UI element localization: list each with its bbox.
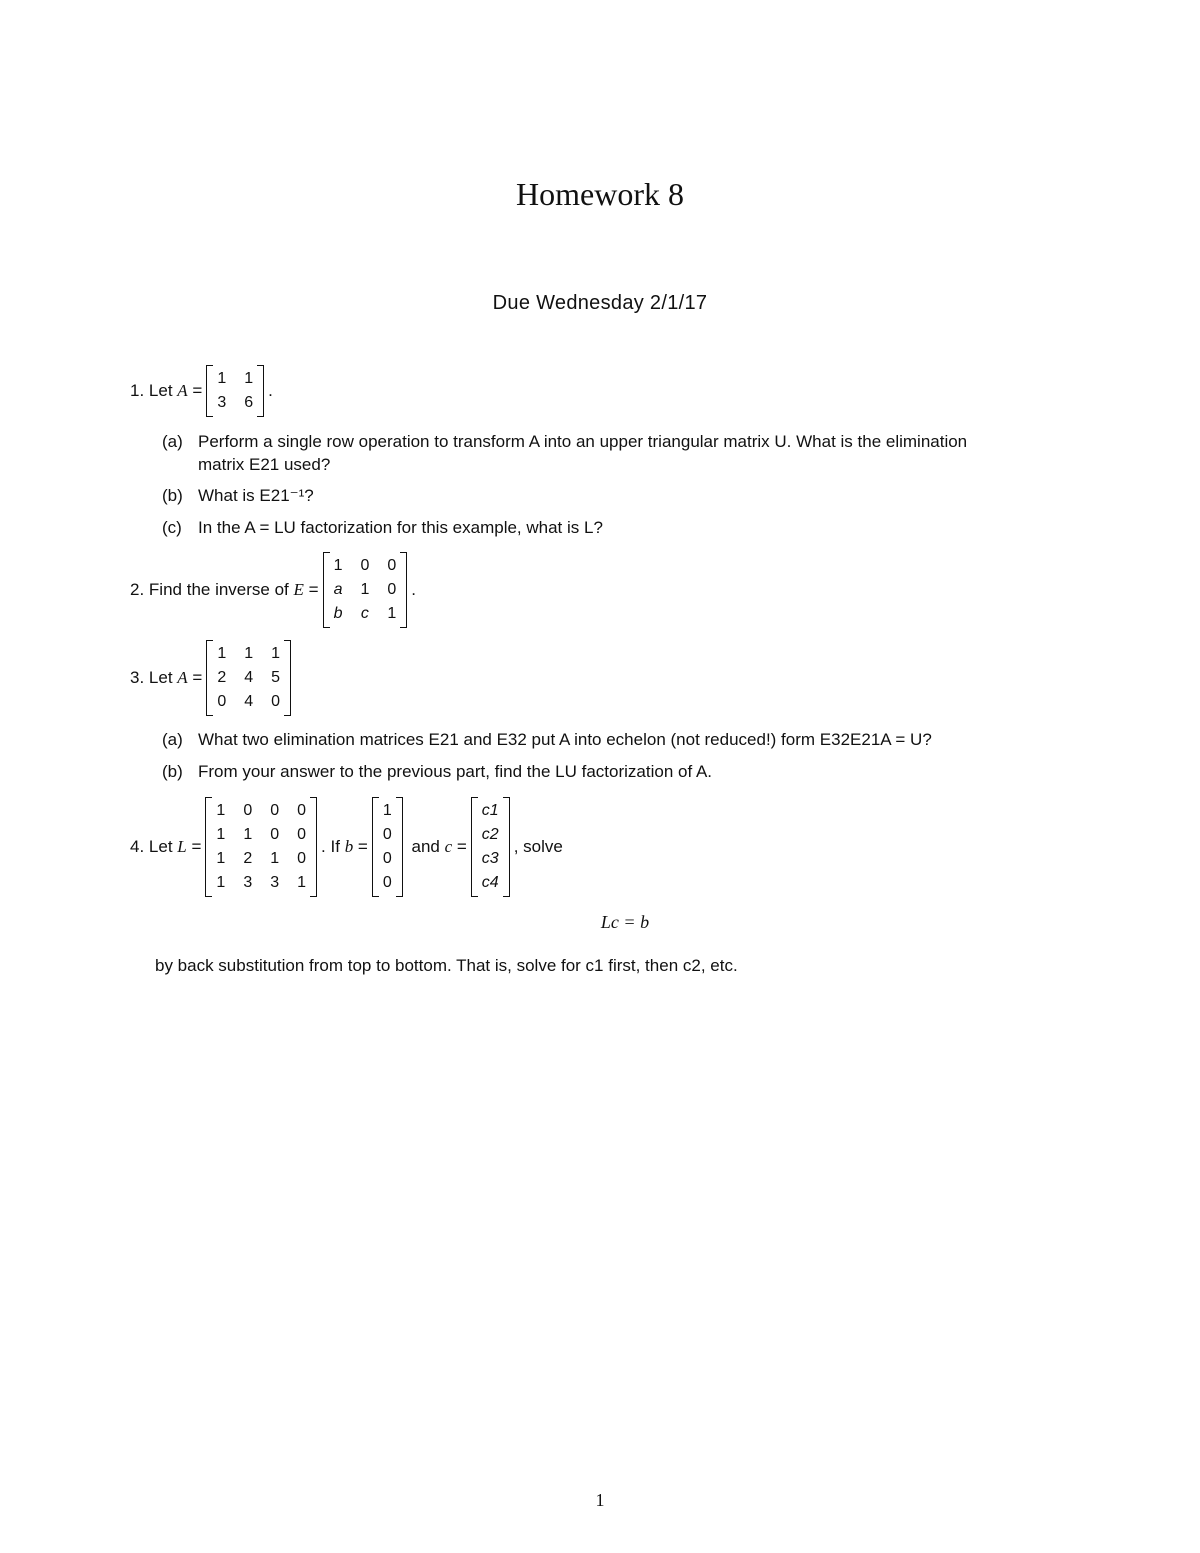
problem-lead: Let xyxy=(148,668,173,687)
part-label: (c) xyxy=(162,518,182,537)
if-text: . If xyxy=(321,837,340,856)
problem-lead: Find the inverse of xyxy=(148,580,289,599)
equation-lc-b: Lc = b xyxy=(600,912,650,932)
part-label: (b) xyxy=(162,486,183,505)
problem-3b xyxy=(162,762,712,782)
problem-number: 3. xyxy=(130,668,145,687)
part-label: (a) xyxy=(162,432,183,451)
part-text: What two elimination matrices E21 and E32 put A into echelon (not reduced!) form E32E21A = U? xyxy=(198,730,932,749)
problem-number: 1. xyxy=(130,381,145,400)
matrix-variable: A xyxy=(177,381,188,400)
due-date: Due Wednesday 2/1/17 xyxy=(492,292,708,314)
problem-lead: Let xyxy=(148,837,173,856)
problem-1a-cont xyxy=(198,455,330,475)
part-text-cont: matrix E21 used? xyxy=(198,455,331,474)
vector-b: 1 0 0 0 xyxy=(372,797,403,897)
matrix-e-3x3: 1 0 0 a 1 0 b c 1 xyxy=(323,552,408,628)
part-label: (b) xyxy=(162,762,183,781)
problem-4: 4. Let L = 1 0 0 0 1 1 0 0 1 2 1 0 1 3 3 1 . If b = 1 0 0 0 and c = c1 c2 c3 c4 , solve xyxy=(130,797,563,897)
problem-4-closing xyxy=(155,956,738,976)
and-text: and xyxy=(411,837,440,856)
problem-2: 2. Find the inverse of E = 1 0 0 a 1 0 b c 1 . xyxy=(130,552,416,628)
matrix-variable: E xyxy=(293,580,304,599)
part-text: Perform a single row operation to transform A into an upper triangular matrix U. What is the elimination xyxy=(198,432,968,451)
solve-text: , solve xyxy=(513,837,563,856)
part-text: What is E21⁻¹? xyxy=(198,486,314,505)
matrix-a-2x2: 1 1 3 6 xyxy=(206,365,264,417)
part-label: (a) xyxy=(162,730,183,749)
matrix-l-4x4: 1 0 0 0 1 1 0 0 1 2 1 0 1 3 3 1 xyxy=(205,797,317,897)
matrix-variable: L xyxy=(177,837,187,856)
problem-1: 1. Let A = 1 1 3 6 . xyxy=(130,365,273,417)
problem-3: 3. Let A = 1 1 1 2 4 5 0 4 0 xyxy=(130,640,295,716)
problem-3a xyxy=(162,730,932,750)
problem-1b xyxy=(162,486,314,506)
part-text: In the A = LU factorization for this example, what is L? xyxy=(198,518,603,537)
part-text: From your answer to the previous part, find the LU factorization of A. xyxy=(198,762,713,781)
vector-c: c1 c2 c3 c4 xyxy=(471,797,510,897)
problem-number: 2. xyxy=(130,580,145,599)
document-title: Homework 8 xyxy=(516,176,684,212)
problem-lead: Let xyxy=(148,381,173,400)
closing-text: by back substitution from top to bottom. That is, solve for c1 first, then c2, etc. xyxy=(155,956,738,975)
matrix-a-3x3: 1 1 1 2 4 5 0 4 0 xyxy=(206,640,291,716)
problem-1c xyxy=(162,518,603,538)
matrix-variable: A xyxy=(177,668,188,687)
page-number: 1 xyxy=(595,1490,605,1510)
problem-1a xyxy=(162,432,967,452)
problem-number: 4. xyxy=(130,837,145,856)
